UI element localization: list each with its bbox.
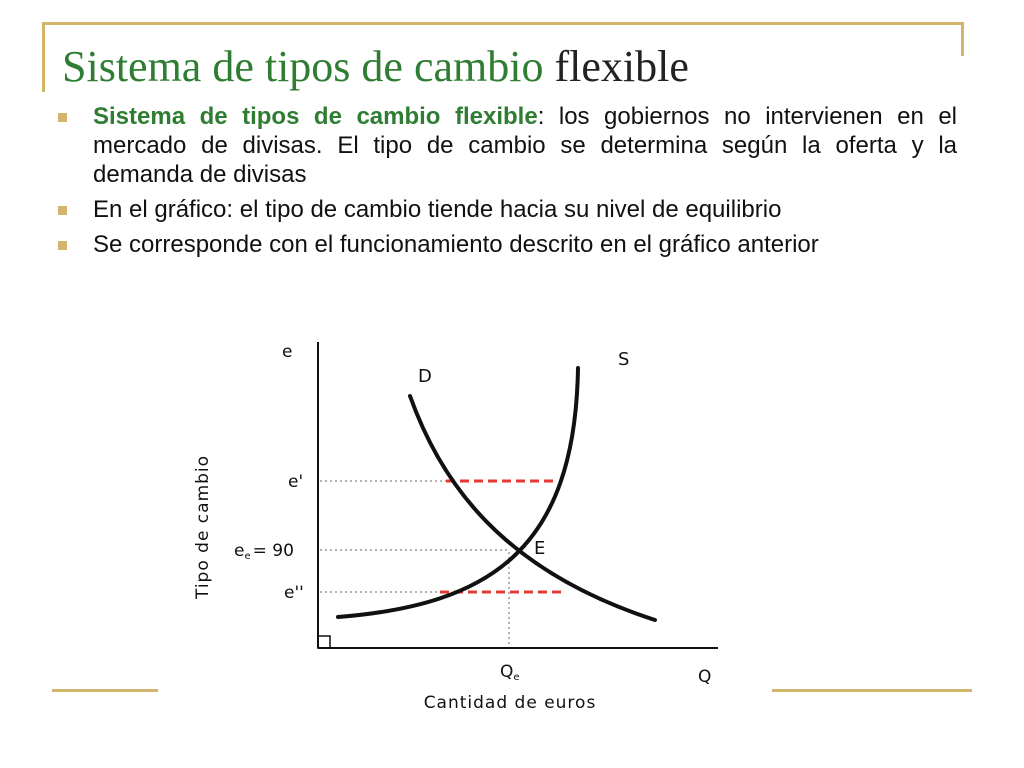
- x-axis-title: Cantidad de euros: [423, 693, 597, 713]
- demand-label: D: [418, 366, 432, 387]
- bullet-item-previous: [52, 230, 957, 259]
- title-main: Sistema de tipos de cambio: [62, 42, 544, 91]
- supply-label: S: [618, 349, 630, 370]
- slide-title: [62, 40, 689, 94]
- y-axis-symbol: e: [282, 342, 293, 362]
- q-eq-label: [500, 662, 520, 683]
- diagram-svg: [170, 320, 730, 720]
- e-high-label: e': [288, 472, 304, 492]
- bullet-list: [52, 102, 957, 265]
- frame-top-line: [42, 22, 964, 25]
- footer-line-left: [52, 689, 158, 692]
- bullet-text: : los gobiernos no intervienen en el mercado de divisas. El tipo de cambio se determina según la oferta y la demanda de divisas: [93, 103, 957, 188]
- x-axis-symbol: Q: [698, 667, 712, 687]
- y-axis-title: Tipo de cambio: [193, 454, 213, 600]
- e-eq-label: [234, 541, 294, 562]
- bullet-term: Sistema de tipos de cambio flexible: [93, 103, 538, 130]
- demand-curve: [410, 396, 655, 620]
- bullet-square-icon: [58, 113, 67, 122]
- e-eq-base: e: [234, 541, 245, 561]
- supply-curve: [338, 368, 578, 617]
- e-eq-subscript: e: [244, 551, 251, 562]
- footer-line-right: [772, 689, 972, 692]
- q-eq-base: Q: [500, 662, 514, 682]
- bullet-square-icon: [58, 206, 67, 215]
- bullet-text: En el gráfico: el tipo de cambio tiende hacia su nivel de equilibrio: [93, 196, 782, 223]
- equilibrium-label: E: [534, 538, 546, 559]
- q-eq-subscript: e: [513, 672, 520, 683]
- supply-demand-diagram: [170, 320, 730, 720]
- frame-right-line: [961, 22, 964, 56]
- bullet-item-graph: [52, 195, 957, 224]
- e-eq-value: = 90: [252, 541, 294, 561]
- title-emphasis: flexible: [554, 42, 689, 91]
- bullet-text: Se corresponde con el funcionamiento descrito en el gráfico anterior: [93, 231, 819, 258]
- e-low-label: e'': [284, 583, 304, 603]
- origin-marker: [318, 636, 330, 648]
- bullet-square-icon: [58, 241, 67, 250]
- bullet-item-definition: [52, 102, 957, 189]
- frame-left-line: [42, 22, 45, 92]
